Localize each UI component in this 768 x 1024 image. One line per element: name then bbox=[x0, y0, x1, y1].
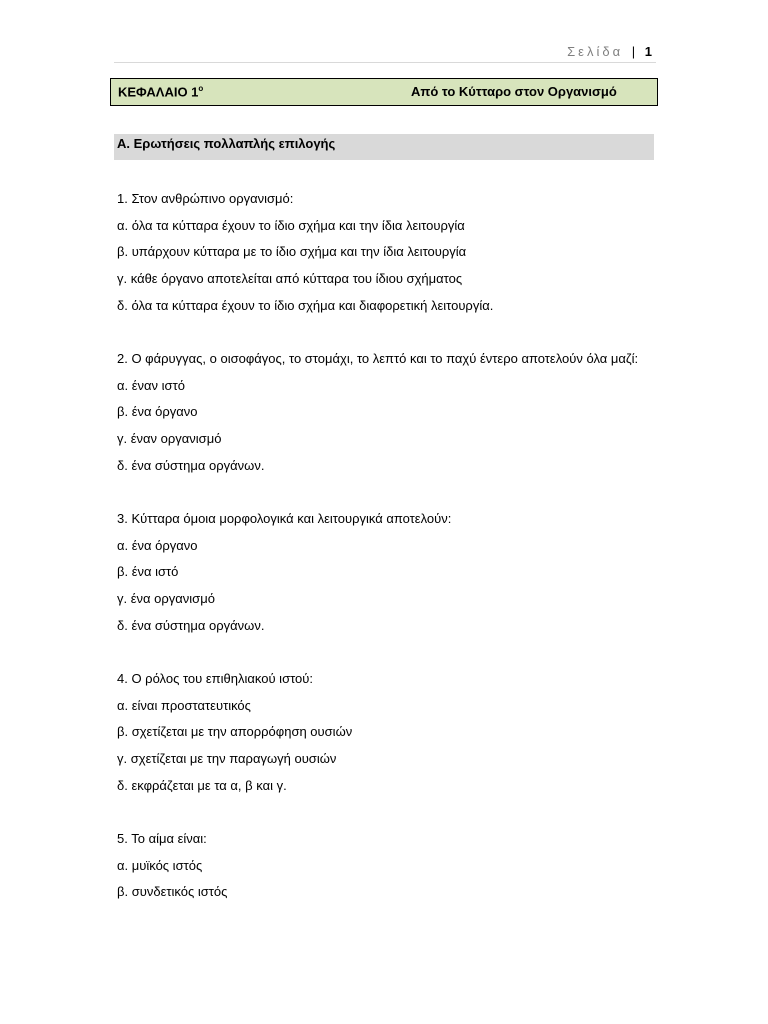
question-stem: 3. Κύτταρα όμοια μορφολογικά και λειτουργικά αποτελούν: bbox=[117, 511, 452, 527]
question-option: δ. εκφράζεται με τα α, β και γ. bbox=[117, 777, 287, 793]
page-separator: | bbox=[631, 44, 636, 59]
question-option: γ. έναν οργανισμό bbox=[117, 431, 222, 447]
page-number bbox=[567, 44, 652, 59]
question-stem: 1. Στον ανθρώπινο οργανισμό: bbox=[117, 191, 294, 206]
chapter-superscript: ο bbox=[198, 84, 204, 93]
chapter-title: Από το Κύτταρο στον Οργανισμό bbox=[411, 84, 617, 99]
question-option: β. ένα ιστό bbox=[117, 564, 179, 580]
question-2 bbox=[117, 346, 662, 480]
question-option: β. σχετίζεται με την απορρόφηση ουσιών bbox=[117, 724, 353, 740]
question-list bbox=[117, 186, 662, 933]
chapter-box bbox=[110, 78, 658, 106]
question-option: γ. ένα οργανισμό bbox=[117, 591, 215, 607]
question-4 bbox=[117, 666, 662, 800]
question-stem: 4. Ο ρόλος του επιθηλιακού ιστού: bbox=[117, 671, 313, 687]
question-3 bbox=[117, 506, 662, 640]
page-number-value: 1 bbox=[644, 44, 652, 59]
question-option: β. συνδετικός ιστός bbox=[117, 884, 228, 900]
question-option: β. ένα όργανο bbox=[117, 404, 198, 420]
question-option: β. υπάρχουν κύτταρα με το ίδιο σχήμα και την ίδια λειτουργία bbox=[117, 244, 467, 260]
question-option: δ. ένα σύστημα οργάνων. bbox=[117, 617, 265, 633]
page-header bbox=[114, 42, 656, 63]
question-option: α. είναι προστατευτικός bbox=[117, 697, 251, 713]
question-option: δ. ένα σύστημα οργάνων. bbox=[117, 457, 265, 473]
question-option: α. έναν ιστό bbox=[117, 377, 185, 393]
chapter-label-wrap bbox=[118, 84, 203, 99]
question-option: γ. σχετίζεται με την παραγωγή ουσιών bbox=[117, 751, 337, 767]
question-option: α. ένα όργανο bbox=[117, 537, 198, 553]
question-option: α. μυϊκός ιστός bbox=[117, 857, 203, 873]
question-option: δ. όλα τα κύτταρα έχουν το ίδιο σχήμα και διαφορετική λειτουργία. bbox=[117, 297, 494, 313]
chapter-label: ΚΕΦΑΛΑΙΟ 1 bbox=[118, 84, 199, 100]
question-stem: 5. Το αίμα είναι: bbox=[117, 831, 207, 847]
question-option: γ. κάθε όργανο αποτελείται από κύτταρα του ίδιου σχήματος bbox=[117, 271, 463, 287]
section-heading: Α. Ερωτήσεις πολλαπλής επιλογής bbox=[114, 134, 654, 160]
question-stem: 2. Ο φάρυγγας, ο οισοφάγος, το στομάχι, το λεπτό και το παχύ έντερο αποτελούν όλα μαζί: bbox=[117, 351, 639, 367]
page-label: Σελίδα bbox=[567, 44, 624, 59]
question-option: α. όλα τα κύτταρα έχουν το ίδιο σχήμα και την ίδια λειτουργία bbox=[117, 217, 465, 233]
question-1 bbox=[117, 186, 662, 320]
question-5 bbox=[117, 826, 662, 906]
